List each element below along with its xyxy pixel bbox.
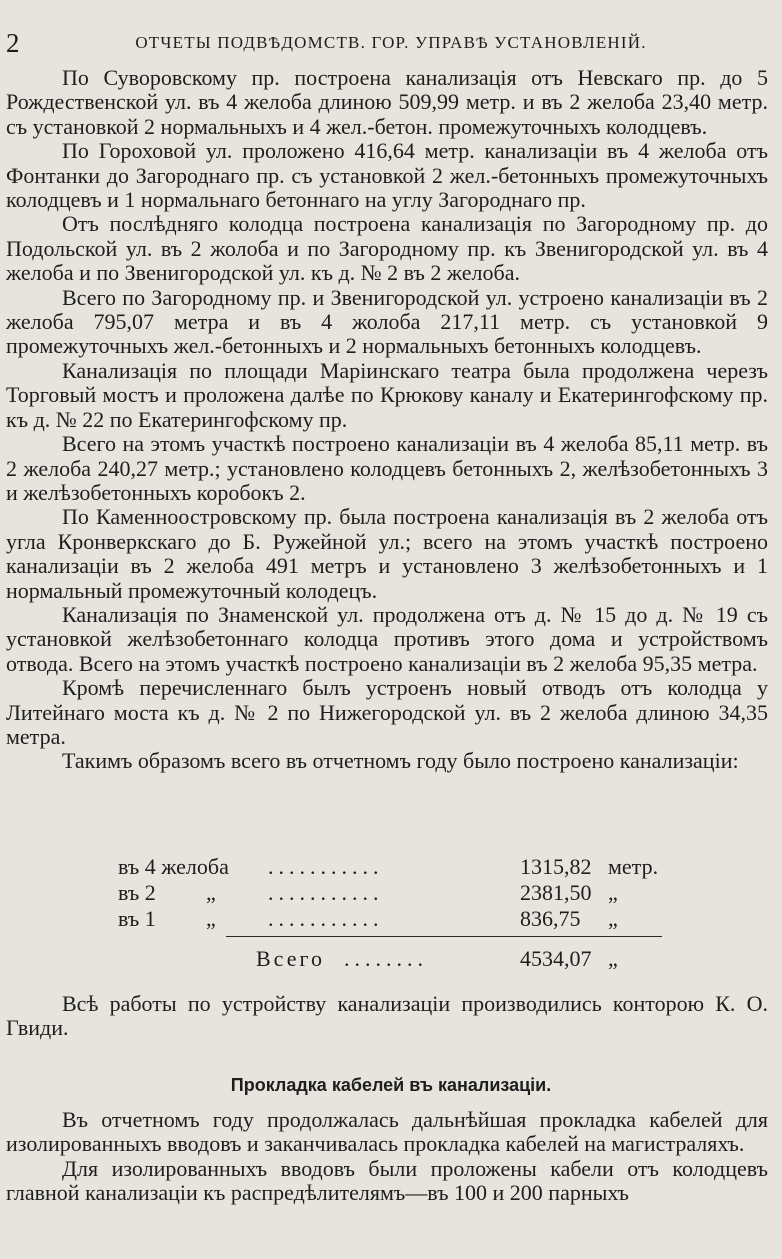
- row-unit: метр.: [608, 854, 659, 879]
- running-title: ОТЧЕТЫ ПОДВѢДОМСТВ. ГОР. УПРАВѢ УСТАНОВЛЕНІЙ.: [135, 33, 647, 52]
- total-unit: „: [608, 946, 618, 971]
- paragraph: По Суворовскому пр. построена канализація отъ Невскаго пр. до 5 Рождественской ул. въ 4 желоба длиною 509,99 метр. и въ 2 желоба 23,40 метр. съ установкой 2 нормальныхъ и 4 жел.-бетон. промежуточныхъ колодцевъ.: [6, 65, 768, 139]
- paragraph: Канализація по площади Маріинскаго театра была продолжена черезъ Торговый мостъ и проложена далѣе по Крюкову каналу и Екатерингофскому пр. къ д. № 22 по Екатерингофскому пр.: [6, 357, 768, 432]
- row-unit: „: [608, 906, 618, 931]
- closing-text: [6, 992, 768, 1041]
- row-ditto: „: [206, 906, 216, 931]
- paragraph: Такимъ образомъ всего въ отчетномъ году было построено канализаціи:: [62, 748, 739, 774]
- paragraph: Отъ послѣдняго колодца построена канализація по Загородному пр. до Подольской ул. въ 2 жолоба и по Загородному пр. къ Звенигородской ул. въ 4 желоба и по Звенигородской ул. къ д. № 2 въ 2 желоба.: [6, 211, 768, 286]
- total-label: Всего: [256, 946, 325, 971]
- paragraph: Для изолированныхъ вводовъ были проложены кабели отъ колодцевъ главной канализаціи къ распредѣлителямъ—въ 100 и 200 парныхъ: [6, 1155, 768, 1206]
- body-text: [6, 66, 768, 774]
- row-label: въ 1: [118, 906, 156, 931]
- row-label: въ 4 желоба: [118, 854, 229, 879]
- paragraph: По Гороховой ул. проложено 416,64 метр. канализаціи въ 4 желоба отъ Фонтанки до Загороднаго пр. съ установкой 2 жел.-бетонныхъ промежуточныхъ колодцевъ и 1 нормальнаго бетоннаго на углу Загороднаго пр.: [6, 138, 768, 213]
- row-leader-dots: ...........: [268, 880, 384, 905]
- paragraph: По Каменноостровскому пр. была построена канализація въ 2 желоба отъ угла Кронверкскаго до Б. Ружейной ул.; всего на этомъ участкѣ построено канализаціи въ 2 желоба 491 метръ и установлено 3 желѣзобетонныхъ и 1 нормальный промежуточный колодецъ.: [6, 504, 768, 603]
- page-header: [4, 30, 778, 60]
- paragraph: Всѣ работы по устройству канализаціи производились конторою К. О. Гвиди.: [6, 991, 768, 1041]
- totals-row: [118, 854, 658, 880]
- paragraph: Канализація по Знаменской ул. продолжена отъ д. № 15 до д. № 19 съ установкой желѣзобетоннаго колодца противъ этого дома и устройствомъ отвода. Всего на этомъ участкѣ построено канализаціи въ 2 желоба 95,35 метра.: [6, 601, 768, 676]
- paragraph: Кромѣ перечисленнаго былъ устроенъ новый отводъ отъ колодца у Литейнаго моста къ д. № 2 по Нижегородской ул. въ 2 желоба длиною 34,35 метра.: [6, 675, 768, 749]
- row-ditto: „: [206, 880, 216, 905]
- total-value: 4534,07: [520, 946, 592, 971]
- total-leader-dots: ........: [344, 946, 428, 971]
- row-value: 2381,50: [520, 880, 592, 905]
- row-value: 836,75: [520, 906, 581, 931]
- row-leader-dots: ...........: [268, 906, 384, 931]
- row-unit: „: [608, 880, 618, 905]
- totals-sum-row: [118, 946, 658, 972]
- paragraph: Въ отчетномъ году продолжалась дальнѣйшая прокладка кабелей для изолированныхъ вводовъ и заканчивалась прокладка кабелей на магистраляхъ.: [6, 1107, 768, 1157]
- row-value: 1315,82: [520, 854, 592, 879]
- page-number: 2: [6, 28, 20, 58]
- paragraph: Всего по Загородному пр. и Звенигородской ул. устроено канализаціи въ 2 желоба 795,07 метра и въ 4 жолоба 217,11 метр. съ установкой 9 промежуточныхъ жел.-бетонныхъ и 2 нормальныхъ бетонныхъ колодцевъ.: [6, 284, 768, 359]
- totals-rule: [226, 936, 662, 937]
- section-body: [6, 1108, 768, 1206]
- row-leader-dots: ...........: [268, 854, 384, 879]
- totals-row: [118, 906, 658, 932]
- totals-row: [118, 880, 658, 906]
- section-heading: Прокладка кабелей въ канализаціи.: [230, 1075, 552, 1095]
- row-label: въ 2: [118, 880, 156, 905]
- totals-table: [0, 854, 782, 984]
- paragraph: Всего на этомъ участкѣ построено канализаціи въ 4 желоба 85,11 метр. въ 2 желоба 240,27 метр.; установлено колодцевъ бетонныхъ 2, желѣзобетонныхъ 3 и желѣзобетонныхъ коробокъ 2.: [6, 431, 768, 505]
